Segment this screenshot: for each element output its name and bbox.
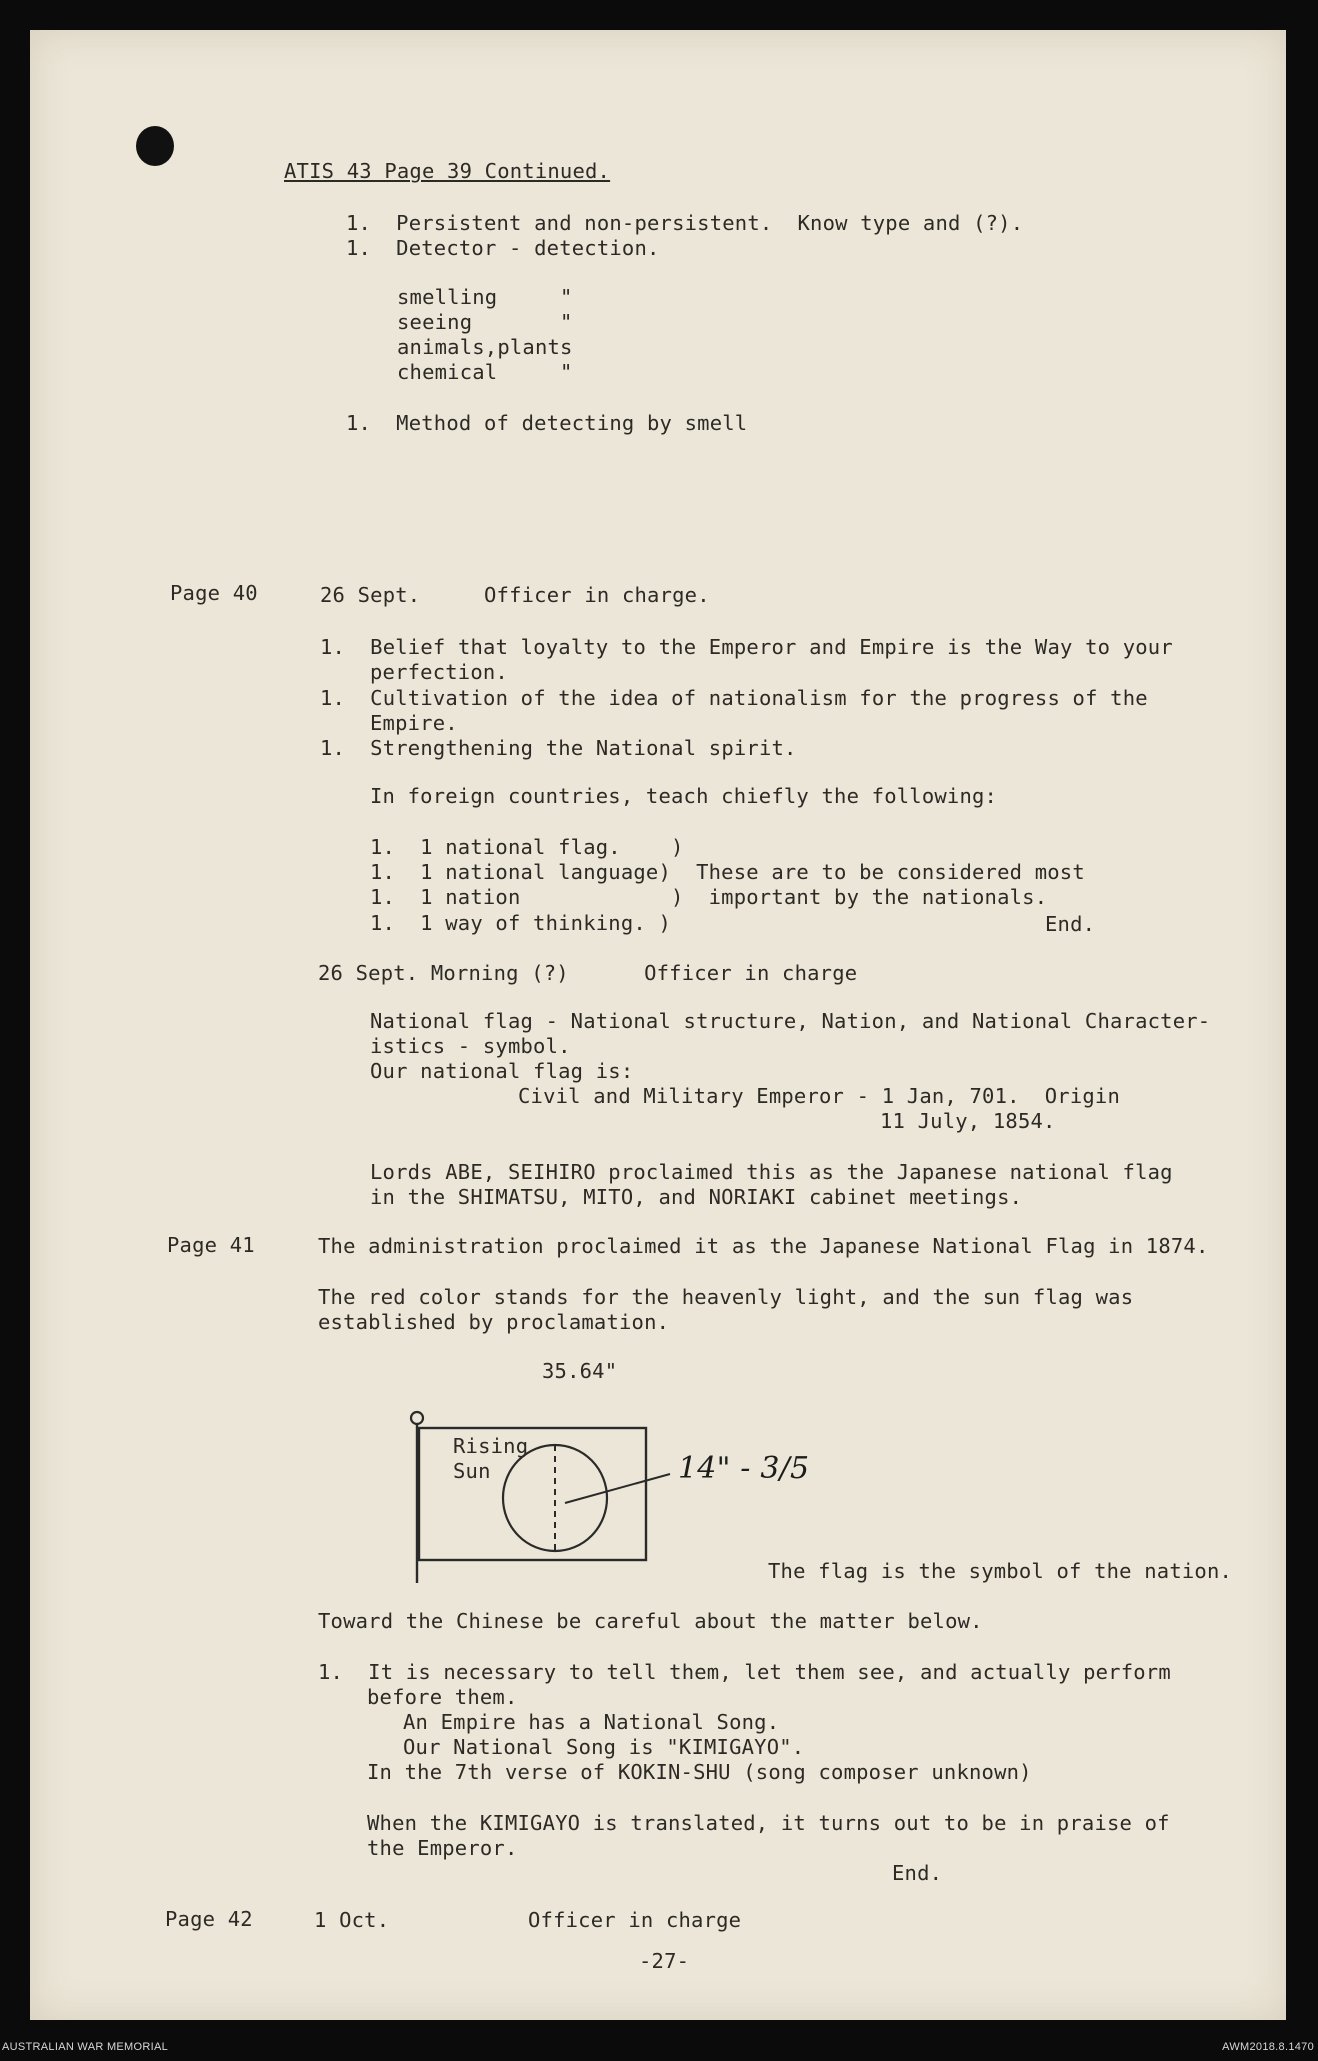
- page-label: Page 42: [165, 1907, 253, 1931]
- page-number: -27-: [639, 1949, 690, 1973]
- paragraph: 11 July, 1854.: [880, 1109, 1056, 1133]
- entry-date: 26 Sept.: [320, 583, 421, 607]
- paragraph: The red color stands for the heavenly light, and the sun flag was: [318, 1285, 1134, 1309]
- paragraph: Our National Song is "KIMIGAYO".: [403, 1735, 805, 1759]
- flag-label: Sun: [453, 1459, 491, 1483]
- list-item: 1. Method of detecting by smell: [346, 411, 748, 435]
- page-label: Page 40: [170, 581, 258, 605]
- paragraph: The administration proclaimed it as the Japanese National Flag in 1874.: [318, 1234, 1209, 1258]
- entry-header: 26 Sept. Morning (?) Officer in charge: [318, 961, 858, 985]
- flagpole-knob: [411, 1412, 423, 1424]
- paragraph: Lords ABE, SEIHIRO proclaimed this as the Japanese national flag: [370, 1160, 1173, 1184]
- archive-footer-left: AUSTRALIAN WAR MEMORIAL: [2, 2041, 169, 2053]
- paragraph: National flag - National structure, Nation, and National Character-: [370, 1009, 1211, 1033]
- detector-item: animals,plants: [397, 335, 573, 359]
- paragraph: An Empire has a National Song.: [403, 1710, 780, 1734]
- paragraph: established by proclamation.: [318, 1310, 670, 1334]
- paragraph: In foreign countries, teach chiefly the following:: [370, 784, 998, 808]
- punch-hole: [136, 126, 174, 166]
- dimension-leader-line: [565, 1474, 670, 1503]
- entry-date: 1 Oct.: [314, 1908, 390, 1932]
- detector-item: chemical ": [397, 360, 573, 384]
- end-mark: End.: [892, 1861, 943, 1885]
- paragraph: Civil and Military Emperor - 1 Jan, 701. Origin: [518, 1084, 1121, 1108]
- list-item-continued: perfection.: [370, 660, 508, 684]
- detector-item: smelling ": [397, 285, 573, 309]
- paragraph: istics - symbol.: [370, 1034, 571, 1058]
- page-label: Page 41: [167, 1233, 255, 1257]
- paragraph: the Emperor.: [367, 1836, 518, 1860]
- entry-officer: Officer in charge: [528, 1908, 742, 1932]
- flag-label: Rising: [453, 1434, 529, 1458]
- paragraph: When the KIMIGAYO is translated, it turns out to be in praise of: [367, 1811, 1170, 1835]
- list-item: 1. Detector - detection.: [346, 236, 660, 260]
- list-item: 1. Persistent and non-persistent. Know type and (?).: [346, 211, 1024, 235]
- list-item: 1. 1 nation ) important by the nationals.: [370, 885, 1048, 909]
- list-item: 1. Cultivation of the idea of nationalism for the progress of the: [320, 686, 1148, 710]
- entry-officer: Officer in charge.: [484, 583, 710, 607]
- flag-dimension: 35.64": [542, 1359, 618, 1383]
- page-heading: ATIS 43 Page 39 Continued.: [284, 159, 611, 183]
- list-item-continued: before them.: [367, 1685, 518, 1709]
- list-item-continued: Empire.: [370, 711, 458, 735]
- paragraph: Toward the Chinese be careful about the matter below.: [318, 1609, 983, 1633]
- list-item: 1. Belief that loyalty to the Emperor and Empire is the Way to your: [320, 635, 1173, 659]
- flag-caption: The flag is the symbol of the nation.: [768, 1559, 1233, 1583]
- archive-footer-right: AWM2018.8.1470: [1222, 2041, 1314, 2053]
- paragraph: In the 7th verse of KOKIN-SHU (song composer unknown): [367, 1760, 1032, 1784]
- list-item: 1. 1 national flag. ): [370, 835, 684, 859]
- list-item: 1. It is necessary to tell them, let them see, and actually perform: [318, 1660, 1171, 1684]
- handwritten-annotation: 14" - 3/5: [678, 1451, 810, 1486]
- list-item: 1. 1 way of thinking. ): [370, 911, 672, 935]
- paragraph: in the SHIMATSU, MITO, and NORIAKI cabinet meetings.: [370, 1185, 1023, 1209]
- list-item: 1. Strengthening the National spirit.: [320, 736, 797, 760]
- paragraph: Our national flag is:: [370, 1059, 634, 1083]
- list-item: 1. 1 national language) These are to be considered most: [370, 860, 1085, 884]
- detector-item: seeing ": [397, 310, 573, 334]
- end-mark: End.: [1045, 912, 1096, 936]
